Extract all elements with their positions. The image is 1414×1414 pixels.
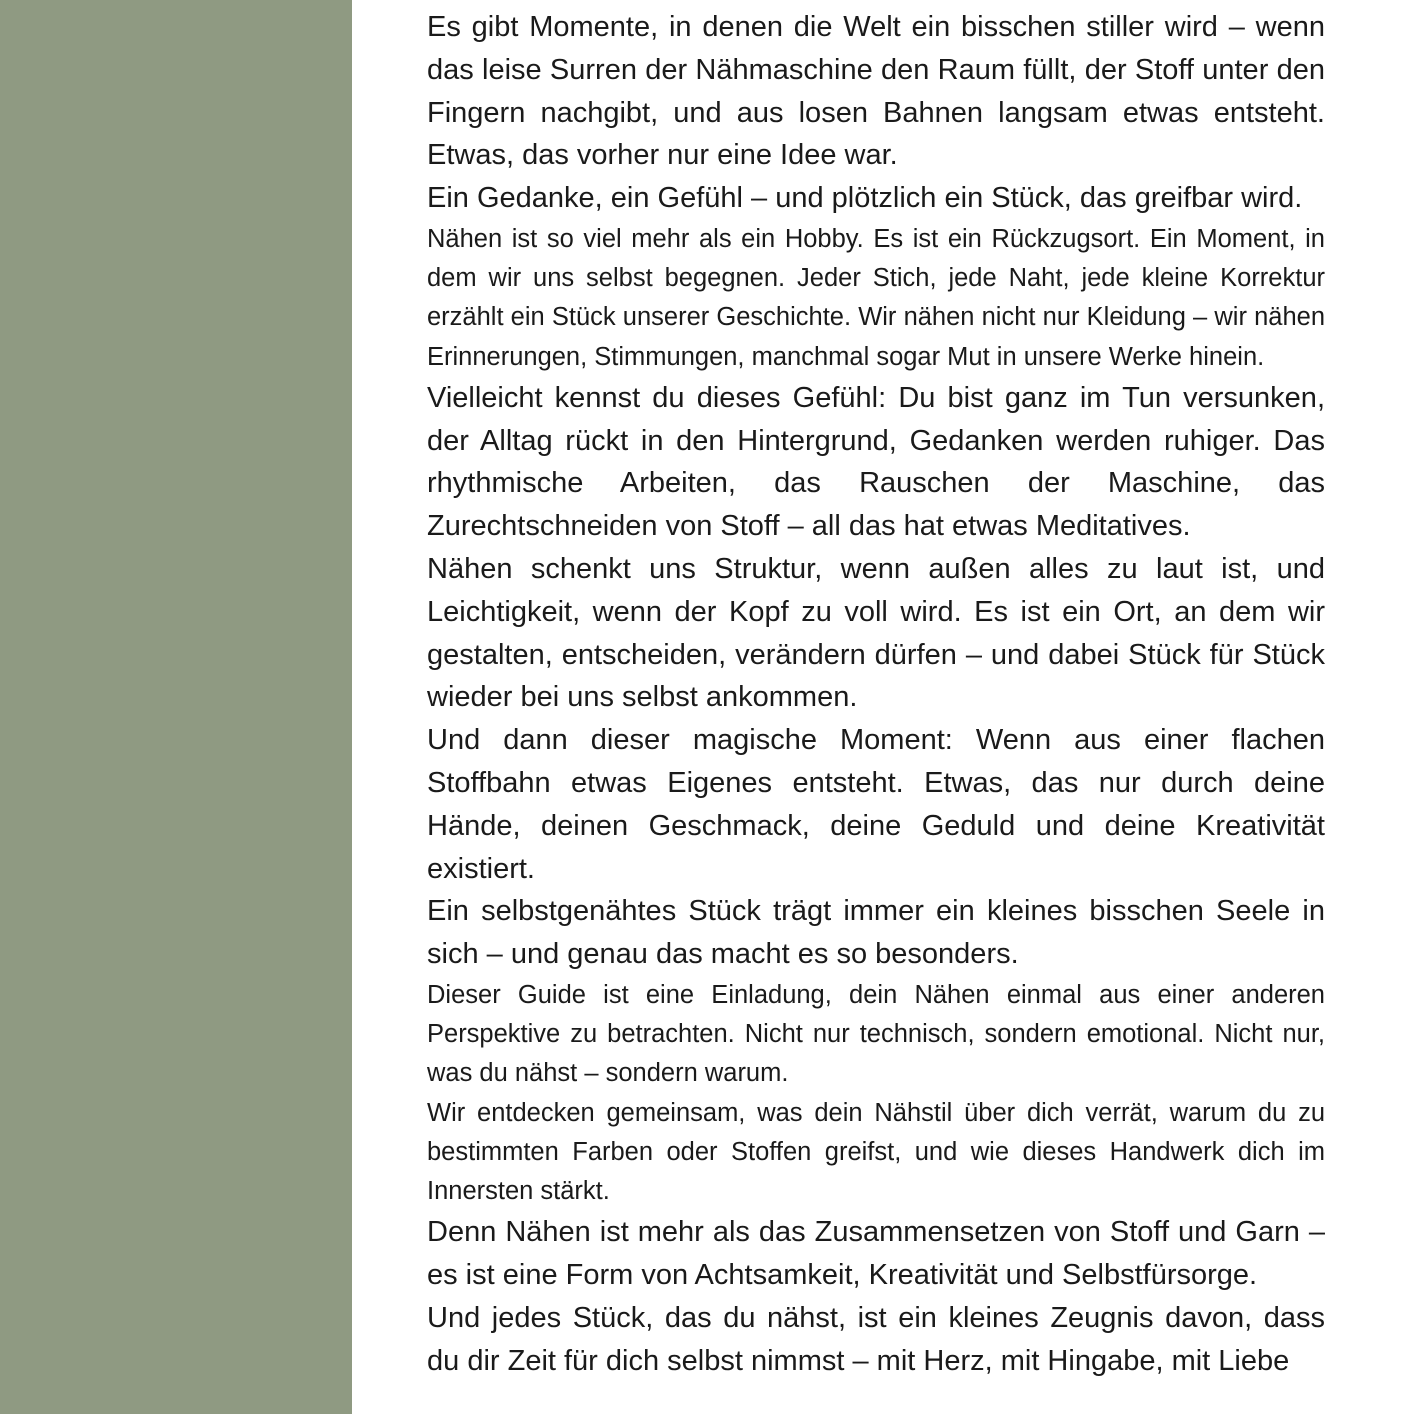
paragraph-magic-moment: Und dann dieser magische Moment: Wenn aus einer flachen Stoffbahn etwas Eigenes entsteht. Etwas, das nur durch deine Hände, deinen Geschmack, deine Geduld und deine Kreativität existiert.: [427, 724, 1325, 885]
paragraph-mindfulness: Denn Nähen ist mehr als das Zusammensetzen von Stoff und Garn – es ist eine Form von Achtsamkeit, Kreativität und Selbstfürsorge.: [427, 1216, 1325, 1291]
body-text: [427, 6, 1325, 1382]
decorative-side-band: [0, 0, 352, 1414]
paragraph-soul: Ein selbstgenähtes Stück trägt immer ein kleines bisschen Seele in sich – und genau das macht es so besonders.: [427, 895, 1325, 971]
paragraph-idea: Ein Gedanke, ein Gefühl – und plötzlich ein Stück, das greifbar wird.: [427, 182, 1303, 215]
paragraph-discover: Wir entdecken gemeinsam, was dein Nähstil über dich verrät, warum du zu bestimmten Farben oder Stoffen greifst, und wie dieses Handwerk dich im Innersten stärkt.: [427, 1098, 1325, 1205]
paragraph-testimony: Und jedes Stück, das du nähst, ist ein kleines Zeugnis davon, dass du dir Zeit für dich selbst nimmst – mit Herz, mit Hingabe, mit Liebe: [427, 1301, 1325, 1377]
paragraph-hobby: Nähen ist so viel mehr als ein Hobby. Es ist ein Rückzugsort. Ein Moment, in dem wir uns selbst begegnen. Jeder Stich, jede Naht, jede kleine Korrektur erzählt ein Stück unserer Geschichte. Wir nähen nicht nur Kleidung – wir nähen Erinnerungen, Stimmungen, manchmal sogar Mut in unsere Werke hinein.: [427, 224, 1325, 371]
paragraph-intro: Es gibt Momente, in denen die Welt ein bisschen stiller wird – wenn das leise Surren der Nähmaschine den Raum füllt, der Stoff unter den Fingern nachgibt, und aus losen Bahnen langsam etwas entsteht. Etwas, das vorher nur eine Idee war.: [427, 11, 1325, 172]
paragraph-structure: Nähen schenkt uns Struktur, wenn außen alles zu laut ist, und Leichtigkeit, wenn der Kopf zu voll wird. Es ist ein Ort, an dem wir gestalten, entscheiden, verändern dürfen – und dabei Stück für Stück wieder bei uns selbst ankommen.: [427, 552, 1325, 714]
paragraph-guide: Dieser Guide ist eine Einladung, dein Nähen einmal aus einer anderen Perspektive zu betrachten. Nicht nur technisch, sondern emotional. Nicht nur, was du nähst – sondern warum.: [427, 980, 1325, 1088]
paragraph-feeling: Vielleicht kennst du dieses Gefühl: Du bist ganz im Tun versunken, der Alltag rückt in den Hintergrund, Gedanken werden ruhiger. Das rhythmische Arbeiten, das Rauschen der Maschine, das Zurechtschneiden von Stoff – all das hat etwas Meditatives.: [427, 381, 1325, 543]
